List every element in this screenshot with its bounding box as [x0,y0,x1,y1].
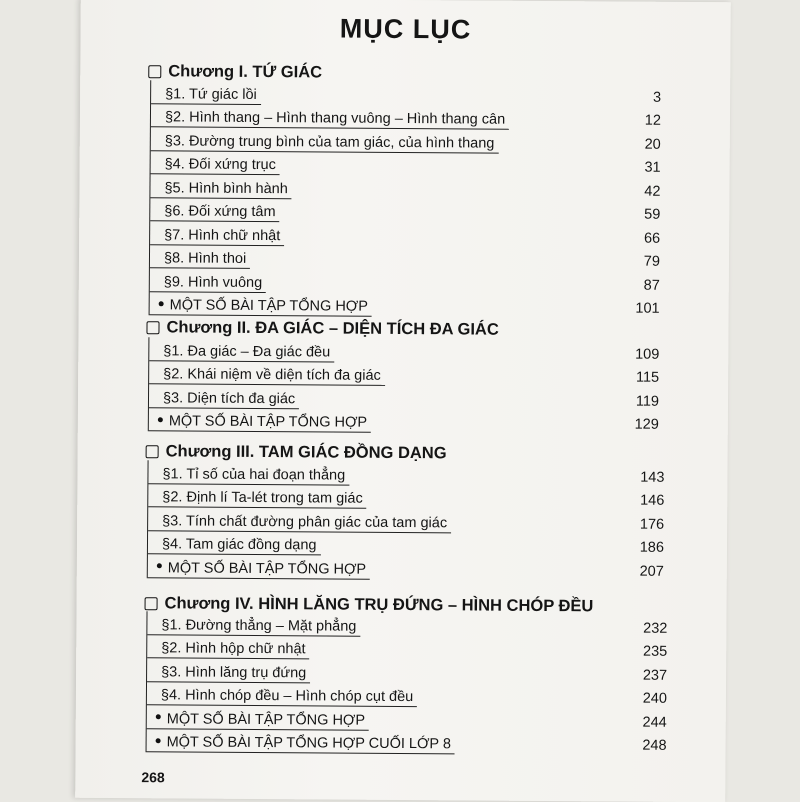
chapter-3-toc [147,460,665,581]
toc-page-number: 31 [644,159,661,176]
toc-entry-text: §1. Đa giác – Đa giác đều [163,342,331,360]
toc-page-number: 146 [640,492,665,509]
toc-entry-label [149,366,385,386]
toc-entry-text: §3. Hình lăng trụ đứng [161,663,307,681]
toc-leader [455,754,642,755]
toc-page-number: 42 [644,183,661,200]
toc-page-number: 79 [643,253,661,270]
toc-leader [372,317,635,319]
toc-entry [151,151,661,178]
toc-entry-text: MỘT SỐ BÀI TẬP TỔNG HỢP [166,710,366,729]
toc-entry-label [151,86,261,105]
toc-page-number: 66 [643,230,661,247]
toc-page-number: 20 [644,136,661,153]
toc-entry-text: §9. Hình vuông [163,273,263,291]
toc-page-number: 87 [643,277,660,294]
toc-entry [148,507,664,534]
toc-entry-label [151,156,280,175]
toc-entry-text: §1. Tứ giác lồi [165,85,257,103]
toc-entry [151,80,661,107]
toc-entry-label [149,390,299,409]
toc-entry-text: §2. Khái niệm về diện tích đa giác [163,366,381,384]
toc-entry-label [150,227,284,246]
toc-entry-label [150,297,372,317]
toc-entry-label [148,466,349,485]
toc-page-number: 176 [639,516,665,533]
toc-page-number: 235 [642,643,668,660]
checkbox-square-icon [145,597,158,610]
toc-entry-label [148,513,451,533]
toc-entry-label [147,687,417,707]
toc-entry [150,292,660,319]
toc-entry [148,460,664,487]
toc-entry-label [147,734,455,754]
checkbox-square-icon [146,445,159,458]
toc-entry-label [147,640,309,659]
toc-entry [150,268,660,295]
toc-entry [150,198,660,225]
toc-entry [149,361,659,388]
toc-entry-text: §3. Đường trung bình của tam giác, của hình thang [164,132,495,152]
toc-entry-text: §8. Hình thoi [163,250,247,267]
toc-page-number: 186 [639,539,665,556]
chapter-1-toc [149,80,662,319]
checkbox-square-icon [146,321,159,334]
toc-leader [371,433,634,435]
toc-entry [148,484,664,511]
toc-entry-text: §3. Tính chất đường phân giác của tam giác [162,512,448,531]
toc-page-number: 244 [642,714,667,731]
toc-entry-label [147,617,360,636]
toc-page-number: 143 [640,469,665,486]
toc-entry [147,729,667,756]
toc-page-number: 237 [642,667,668,684]
toc-page-number: 12 [644,112,662,129]
toc-page-number: 59 [644,206,661,223]
bullet-icon [158,417,163,422]
toc-entry-text: §7. Hình chữ nhật [164,226,281,244]
checkbox-square-icon [148,65,161,78]
chapter-2-toc [148,337,660,435]
bullet-icon [156,714,161,719]
chapter-4-heading: Chương IV. HÌNH LĂNG TRỤ ĐỨNG – HÌNH CHÓP ĐỀU [145,594,594,616]
toc-entry [149,408,659,435]
toc-entry-text: §2. Hình hộp chữ nhật [161,640,306,658]
toc-entry [150,245,660,272]
toc-entry [151,127,661,154]
page-title: MỤC LỤC [339,13,472,45]
toc-entry-text: §6. Đối xứng tâm [164,203,276,221]
toc-entry [151,104,661,131]
toc-leader [370,579,639,581]
book-page [75,0,731,802]
toc-entry [149,337,659,364]
bullet-icon [156,738,161,743]
page-number: 268 [141,769,165,786]
toc-entry [150,174,660,201]
toc-entry-text: §3. Diện tích đa giác [162,389,296,407]
toc-entry-label [147,711,369,731]
toc-entry-text: §2. Hình thang – Hình thang vuông – Hình thang cân [164,109,506,128]
toc-entry-text: §1. Tỉ số của hai đoạn thẳng [162,465,346,484]
bullet-icon [159,301,164,306]
toc-entry-label [148,489,367,509]
toc-page-number: 119 [635,393,660,410]
toc-page-number: 129 [634,416,659,433]
toc-page-number: 207 [639,563,664,580]
toc-page-number: 240 [642,690,667,707]
toc-entry-label [148,536,321,555]
toc-page-number: 248 [642,737,667,754]
toc-entry-label [147,664,310,683]
toc-entry-text: MỘT SỐ BÀI TẬP TỔNG HỢP CUỐI LỚP 8 [166,734,451,753]
chapter-3-heading: Chương III. TAM GIÁC ĐỒNG DẠNG [146,442,447,463]
toc-entry [150,221,660,248]
toc-entry [149,384,659,411]
toc-entry-label [150,274,266,293]
toc-page-number: 101 [635,300,660,317]
toc-entry-label [149,343,334,362]
toc-page-number: 3 [652,89,662,106]
toc-entry-text: MỘT SỐ BÀI TẬP TỔNG HỢP [168,413,368,431]
toc-page-number: 232 [643,620,668,637]
toc-entry-label [148,560,370,580]
chapter-2-heading: Chương II. ĐA GIÁC – DIỆN TÍCH ĐA GIÁC [146,318,498,339]
toc-entry-label [150,180,291,199]
toc-page-number: 109 [635,346,660,363]
toc-entry-label [151,133,499,153]
toc-entry-text: §4. Hình chóp đều – Hình chóp cụt đều [160,687,414,706]
toc-entry-label [150,250,250,269]
toc-entry-text: MỘT SỐ BÀI TẬP TỔNG HỢP [167,559,367,578]
toc-page-number: 115 [635,369,660,386]
toc-entry-text: §2. Định lí Ta-lét trong tam giác [162,489,363,507]
toc-entry [148,554,664,581]
bullet-icon [157,563,162,568]
chapter-1-heading: Chương I. TỨ GIÁC [148,62,322,82]
toc-entry-text: §4. Đối xứng trục [164,156,276,174]
toc-entry [148,531,664,558]
toc-entry-text: MỘT SỐ BÀI TẬP TỔNG HỢP [169,297,369,315]
chapter-4-toc [146,611,668,756]
toc-entry-label [150,203,279,222]
toc-entry-text: §4. Tam giác đồng dạng [161,536,317,554]
toc-entry-label [149,413,371,433]
toc-entry-text: §5. Hình bình hành [164,179,288,197]
toc-entry-text: §1. Đường thẳng – Mặt phẳng [161,616,357,635]
